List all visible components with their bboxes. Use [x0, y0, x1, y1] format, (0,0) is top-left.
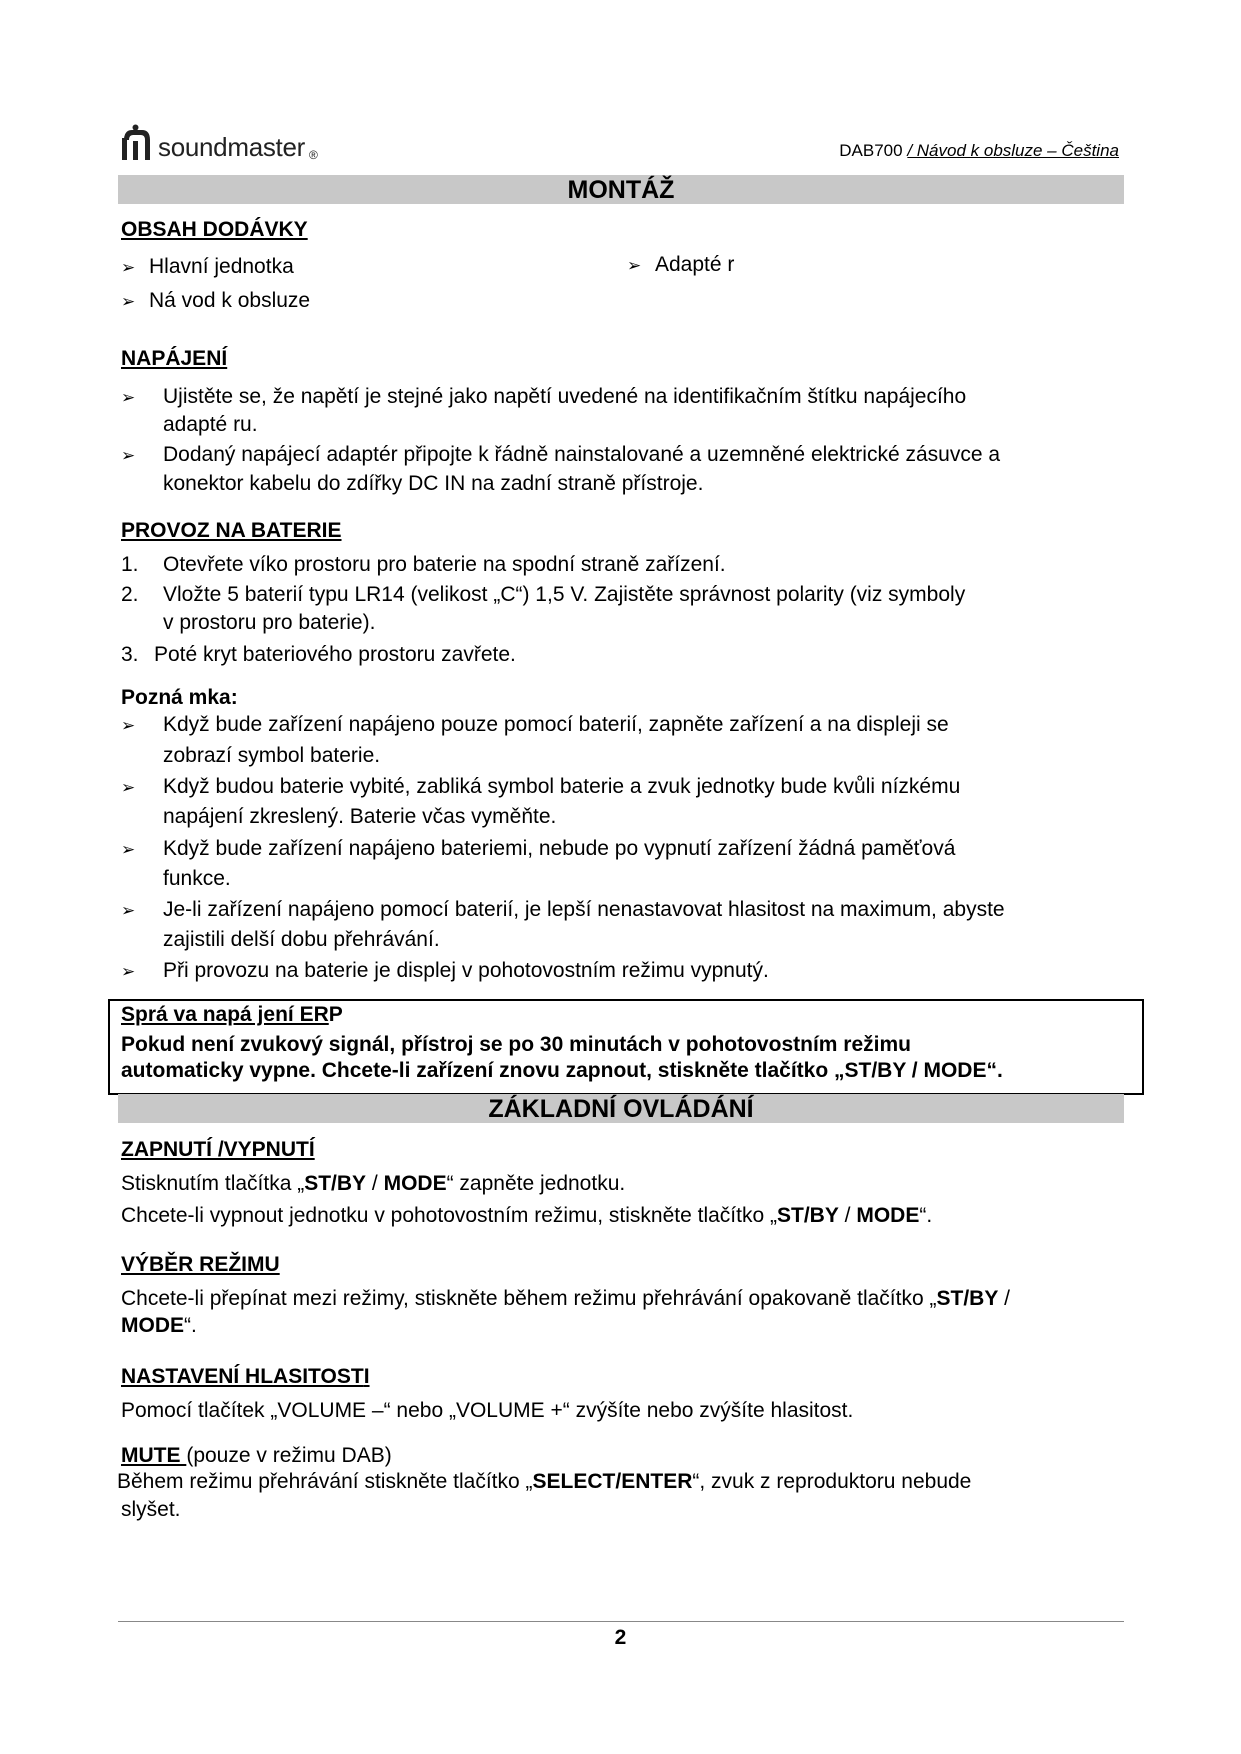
soundmaster-logo-icon: [120, 124, 154, 162]
page-number: 2: [614, 1626, 627, 1649]
mode-text-line: MODE“.: [121, 1314, 197, 1337]
brand-registered-mark: ®: [309, 148, 318, 162]
mute-heading: MUTE (pouze v režimu DAB): [121, 1444, 392, 1467]
list-item: 2. Vložte 5 baterií typu LR14 (velikost „C“) 1,5 V. Zajistěte správnost polarity (viz symboly: [121, 583, 966, 606]
volume-text: Pomocí tlačítek „VOLUME –“ nebo „VOLUME +“ zvýšíte nebo zvýšíte hlasitost.: [121, 1399, 854, 1422]
list-item: ➢ Adapté r: [627, 250, 734, 280]
list-item-continuation: v prostoru pro baterie).: [163, 611, 376, 634]
power-heading: NAPÁJENÍ: [121, 347, 228, 370]
arrow-bullet-icon: ➢: [121, 778, 136, 797]
list-item-continuation: konektor kabelu do zdířky DC IN na zadní straně přístroje.: [163, 472, 704, 495]
list-item: ➢ Při provozu na baterie je displej v pohotovostním režimu vypnutý.: [121, 956, 769, 986]
brand-logo: [120, 120, 318, 162]
list-item: 3. Poté kryt bateriového prostoru zavřete.: [121, 643, 516, 666]
arrow-bullet-icon: ➢: [121, 840, 136, 859]
erp-text-line: Pokud není zvukový signál, přístroj se po 30 minutách v pohotovostním režimu: [121, 1033, 911, 1056]
onoff-text-line: Stisknutím tlačítka „ST/BY / MODE“ zapněte jednotku.: [121, 1172, 626, 1195]
erp-text-line: automaticky vypne. Chcete-li zařízení znovu zapnout, stiskněte tlačítko „ST/BY / MODE“.: [121, 1059, 1003, 1082]
section-title: ZÁKLADNÍ OVLÁDÁNÍ: [488, 1095, 754, 1123]
arrow-bullet-icon: ➢: [121, 901, 136, 920]
list-item: ➢ Když budou baterie vybité, zabliká symbol baterie a zvuk jednotky bude kvůli nízkému: [121, 772, 960, 802]
arrow-bullet-icon: ➢: [121, 292, 136, 311]
contents-heading: OBSAH DODÁVKY: [121, 218, 308, 241]
brand-name: soundmaster: [158, 132, 305, 162]
arrow-bullet-icon: ➢: [121, 446, 136, 465]
arrow-bullet-icon: ➢: [121, 258, 136, 277]
volume-heading: NASTAVENÍ HLASITOSTI: [121, 1365, 370, 1388]
arrow-bullet-icon: ➢: [121, 388, 136, 407]
footer-divider: [118, 1621, 1124, 1622]
list-item: ➢ Dodaný napájecí adaptér připojte k řádně nainstalované a uzemněné elektrické zásuvce a: [121, 440, 1000, 470]
list-item: ➢ Když bude zařízení napájeno pouze pomocí baterií, zapněte zařízení a na displeji se: [121, 710, 949, 740]
arrow-bullet-icon: ➢: [121, 962, 136, 981]
section-band-montaz: [118, 175, 1124, 204]
document-header: [839, 140, 1119, 162]
onoff-heading: ZAPNUTÍ /VYPNUTÍ: [121, 1138, 315, 1161]
list-item-continuation: adapté ru.: [163, 413, 258, 436]
mute-text-line: Během režimu přehrávání stiskněte tlačítko „SELECT/ENTER“, zvuk z reproduktoru nebude: [117, 1470, 972, 1493]
list-item-continuation: funkce.: [163, 867, 231, 890]
section-title: MONTÁŽ: [567, 176, 675, 204]
model-name: DAB700: [839, 141, 903, 160]
section-band-zakladni-ovladani: [118, 1094, 1124, 1123]
list-item-continuation: zajistili delší dobu přehrávání.: [163, 928, 440, 951]
arrow-bullet-icon: ➢: [121, 716, 136, 735]
list-item-continuation: napájení zkreslený. Baterie včas vyměňte.: [163, 805, 557, 828]
mode-text-line: Chcete-li přepínat mezi režimy, stiskněte během režimu přehrávání opakovaně tlačítko „ST/BY /: [121, 1287, 1010, 1310]
list-item: ➢ Je-li zařízení napájeno pomocí baterií, je lepší nenastavovat hlasitost na maximum, abyste: [121, 895, 1005, 925]
arrow-bullet-icon: ➢: [627, 256, 642, 275]
mute-text-line: slyšet.: [121, 1498, 181, 1521]
list-item: ➢ Když bude zařízení napájeno bateriemi, nebude po vypnutí zařízení žádná paměťová: [121, 834, 955, 864]
list-item: ➢ Ujistěte se, že napětí je stejné jako napětí uvedené na identifikačním štítku napájecího: [121, 382, 966, 412]
list-item-continuation: zobrazí symbol baterie.: [163, 744, 381, 767]
onoff-text-line: Chcete-li vypnout jednotku v pohotovostním režimu, stiskněte tlačítko „ST/BY / MODE“.: [121, 1204, 933, 1227]
list-item: ➢ Ná vod k obsluze: [121, 286, 310, 316]
mode-heading: VÝBĚR REŽIMU: [121, 1253, 280, 1276]
battery-heading: PROVOZ NA BATERIE: [121, 519, 342, 542]
note-heading: Pozná mka:: [121, 686, 238, 709]
document-title: / Návod k obsluze – Čeština: [907, 141, 1119, 160]
list-item: 1. Otevřete víko prostoru pro baterie na spodní straně zařízení.: [121, 553, 726, 576]
erp-heading: Sprá va napá jení ERP: [121, 1003, 343, 1026]
list-item: ➢ Hlavní jednotka: [121, 252, 294, 282]
